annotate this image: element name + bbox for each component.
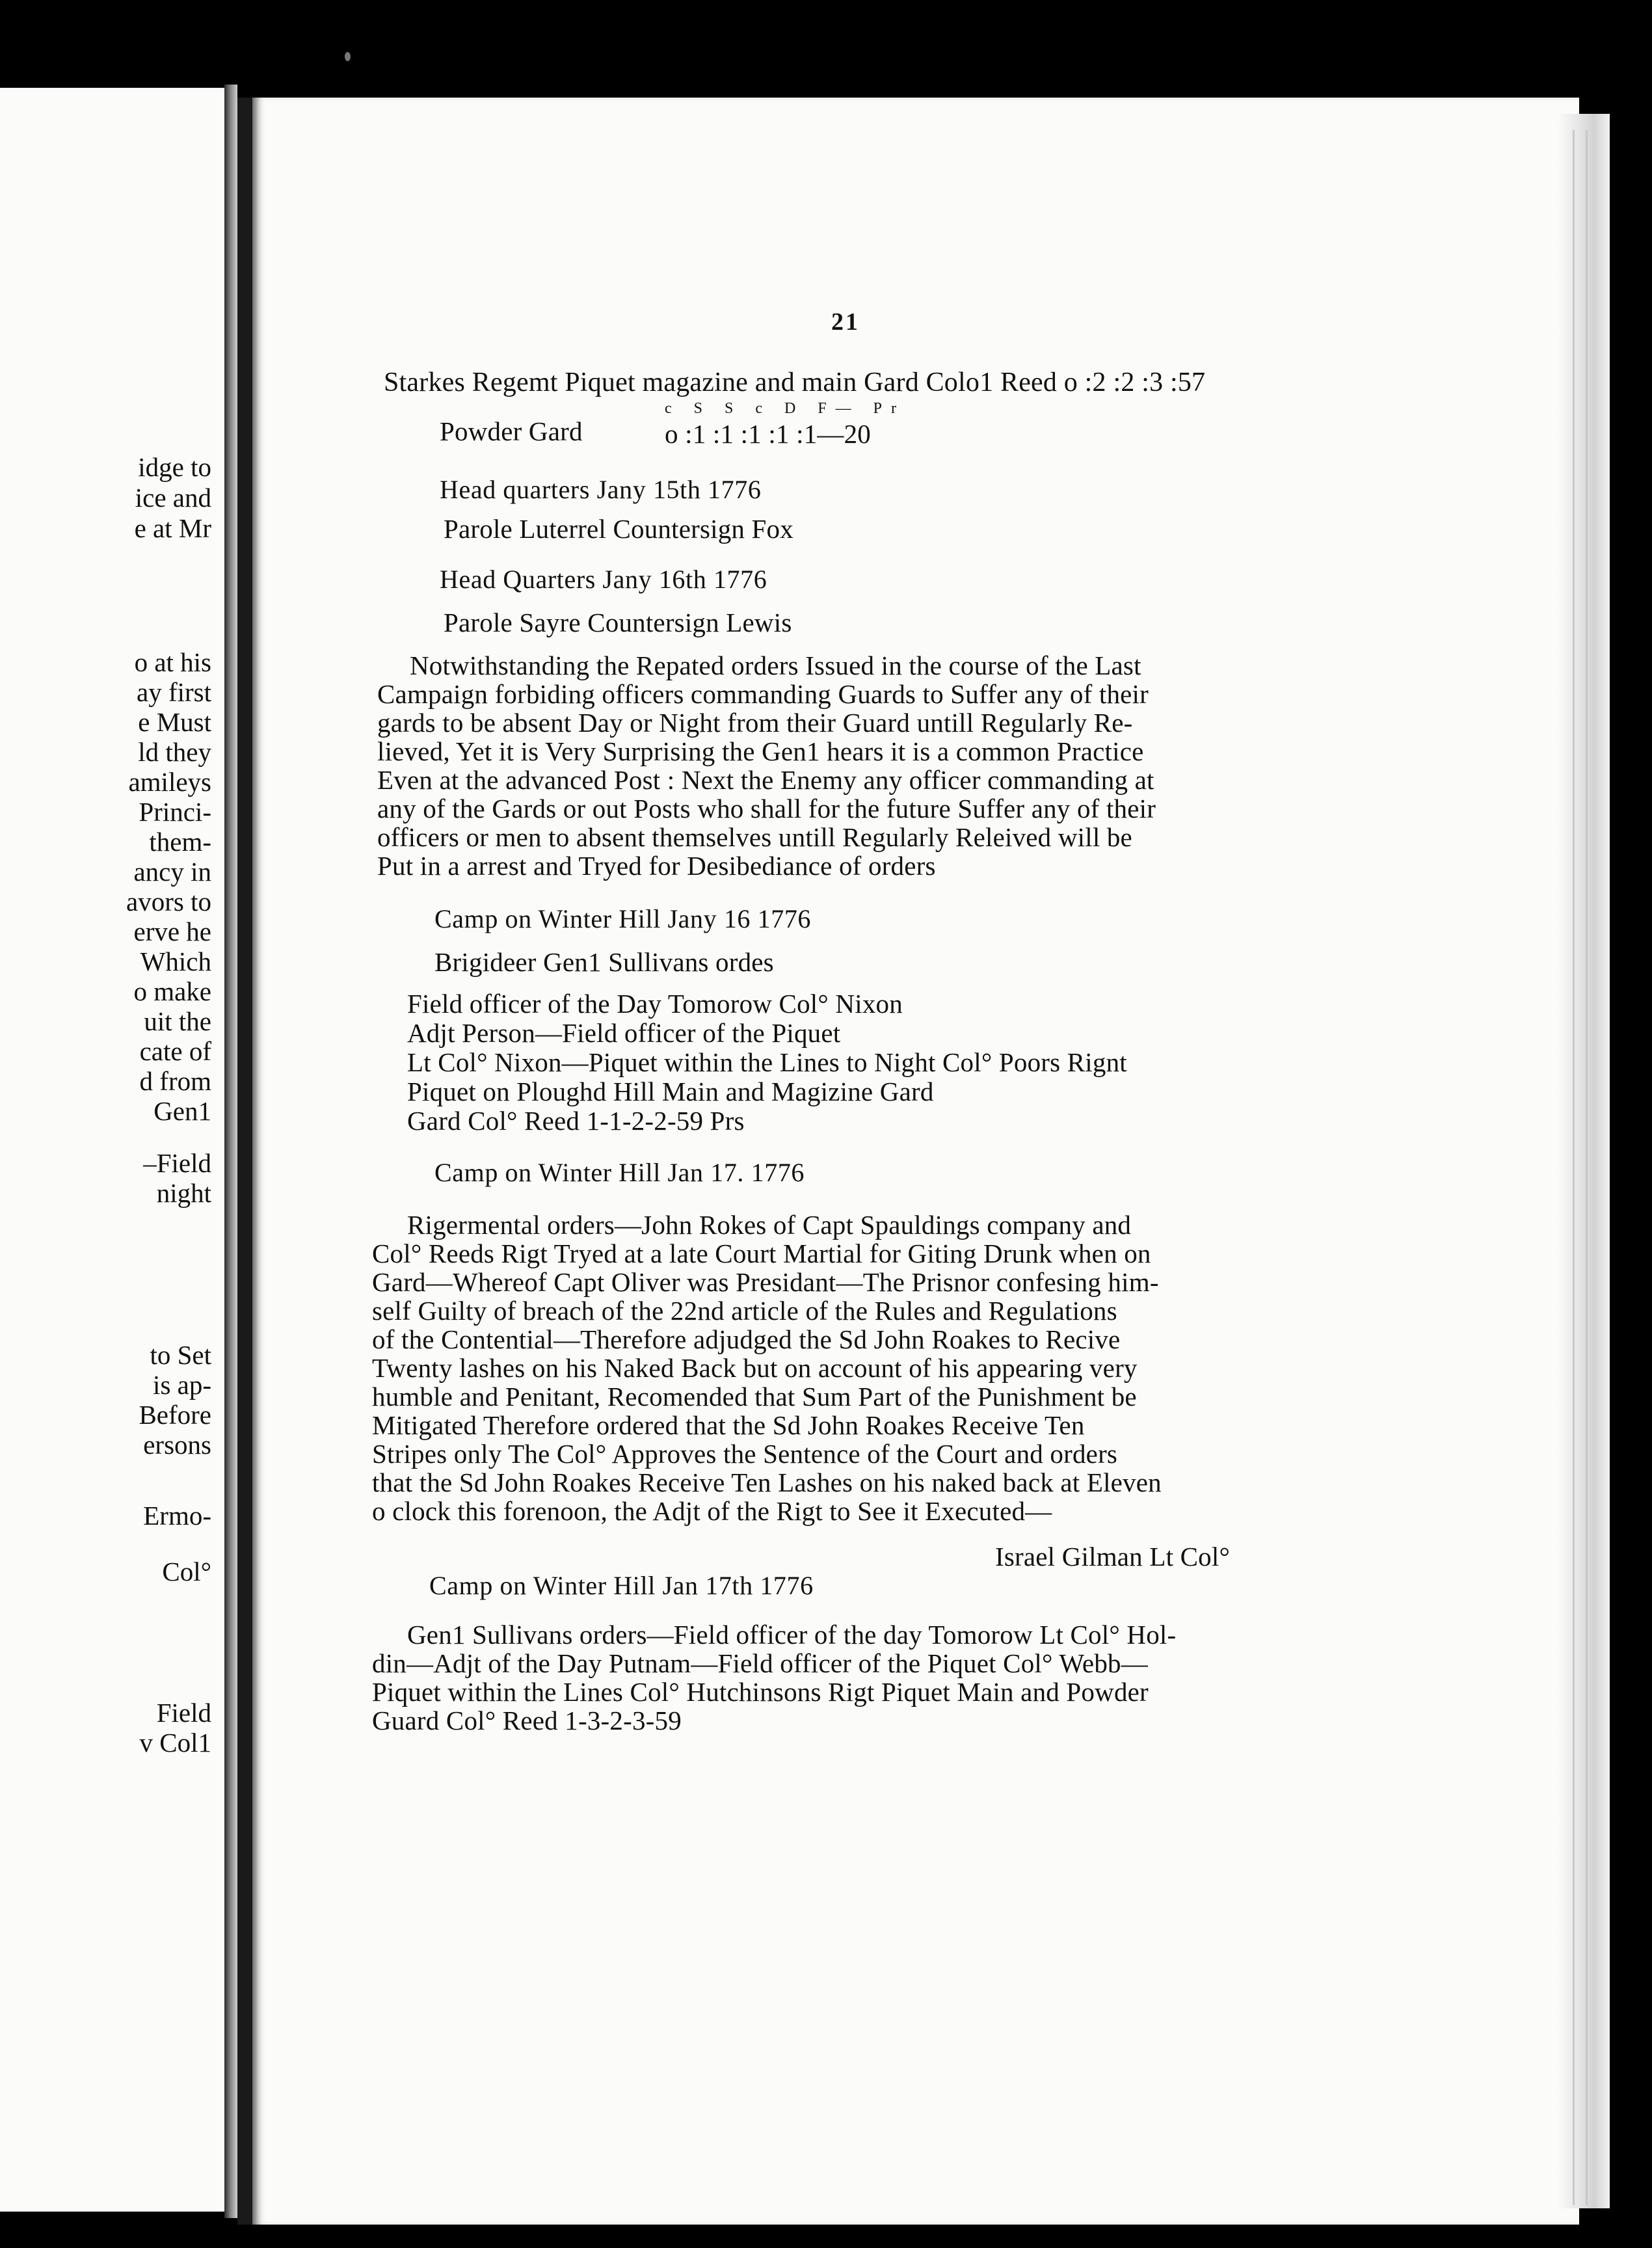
order-line: Piquet on Ploughd Hill Main and Magizine Gard [407, 1077, 934, 1106]
paragraph-line: humble and Penitant, Recomended that Sum Part of the Punishment be [372, 1382, 1137, 1412]
entry-subheading: Brigideer Gen1 Sullivans ordes [434, 947, 774, 977]
left-fragment: erve he [133, 917, 211, 946]
left-fragment: ld they [138, 737, 211, 767]
paragraph-line: officers or men to absent themselves untill Regularly Releived will be [377, 822, 1132, 852]
paragraph-line: Piquet within the Lines Col° Hutchinsons Rigt Piquet Main and Powder [372, 1677, 1149, 1707]
order-line: Gard Col° Reed 1-1-2-2-59 Prs [407, 1106, 745, 1136]
paragraph-line: Gard—Whereof Capt Oliver was Presidant—The Prisnor confesing him- [372, 1267, 1159, 1297]
entry-heading: Camp on Winter Hill Jany 16 1776 [434, 904, 812, 933]
paragraph-line: Guard Col° Reed 1-3-2-3-59 [372, 1706, 682, 1735]
speck [345, 52, 351, 61]
paragraph-line: Mitigated Therefore ordered that the Sd John Roakes Receive Ten [372, 1410, 1085, 1440]
paragraph-line: Campaign forbiding officers commanding Guards to Suffer any of their [377, 679, 1149, 709]
paragraph-line: that the Sd John Roakes Receive Ten Lashes on his naked back at Eleven [372, 1467, 1162, 1497]
page-number: 21 [831, 308, 860, 336]
left-fragment: Field [156, 1698, 211, 1728]
paragraph-line: o clock this forenoon, the Adjt of the Rigt to See it Executed— [372, 1496, 1052, 1526]
left-fragment: Which [140, 946, 211, 976]
paragraph-line: din—Adjt of the Day Putnam—Field officer of the Piquet Col° Webb— [372, 1648, 1148, 1678]
left-fragment: uit the [144, 1006, 211, 1036]
entry-heading: Head Quarters Jany 16th 1776 [440, 565, 767, 594]
left-fragment: ay first [137, 677, 211, 707]
left-fragment: cate of [139, 1036, 211, 1066]
paragraph-line: any of the Gards or out Posts who shall for the future Suffer any of their [377, 794, 1156, 823]
left-fragment: Ermo- [143, 1501, 211, 1531]
paragraph-line: Rigermental orders—John Rokes of Capt Spauldings company and [407, 1210, 1132, 1240]
left-fragment: d from [139, 1066, 211, 1096]
entry-heading: Camp on Winter Hill Jan 17th 1776 [429, 1571, 814, 1600]
left-fragment: ersons [143, 1430, 211, 1460]
left-fragment: them- [149, 827, 211, 857]
powder-gard-label: Powder Gard [440, 416, 583, 446]
main-gard-line: Starkes Regemt Piquet magazine and main Gard Colo1 Reed o :2 :2 :3 :57 [384, 368, 1206, 397]
paragraph-line: of the Contential—Therefore adjudged the Sd John Roakes to Recive [372, 1324, 1121, 1354]
left-fragment: is ap- [153, 1370, 211, 1400]
page-edge-shadow [1558, 114, 1610, 2208]
paragraph-line: Twenty lashes on his Naked Back but on account of his appearing very [372, 1353, 1138, 1383]
powder-gard-values: o :1 :1 :1 :1 :1—20 [665, 419, 872, 449]
left-page [0, 88, 224, 2212]
paragraph-line: self Guilty of breach of the 22nd article of the Rules and Regulations [372, 1296, 1117, 1326]
left-fragment: o at his [134, 647, 211, 677]
left-fragment: idge to [138, 452, 211, 482]
order-line: Adjt Person—Field officer of the Piquet [407, 1018, 841, 1048]
left-fragment: avors to [126, 887, 211, 917]
left-fragment: Princi- [139, 797, 211, 827]
paragraph-line: Notwithstanding the Repated orders Issued in the course of the Last [410, 650, 1141, 680]
left-fragment: Col° [162, 1557, 211, 1586]
entry-parole: Parole Luterrel Countersign Fox [444, 514, 793, 544]
left-fragment: Before [139, 1400, 211, 1430]
column-headers: c S S c D F— Pr [665, 400, 906, 417]
left-fragment: amileys [128, 767, 211, 797]
entry-parole: Parole Sayre Countersign Lewis [444, 608, 792, 637]
left-fragment: Gen1 [153, 1096, 211, 1126]
paragraph-line: Stripes only The Col° Approves the Sentence of the Court and orders [372, 1439, 1118, 1469]
entry-heading: Camp on Winter Hill Jan 17. 1776 [434, 1158, 805, 1187]
left-fragment: ancy in [133, 857, 211, 887]
left-fragment: ice and [135, 483, 211, 513]
page-edge-line [1573, 130, 1575, 2205]
paragraph-line: Even at the advanced Post : Next the Enemy any officer commanding at [377, 765, 1154, 795]
entry-heading: Head quarters Jany 15th 1776 [440, 475, 762, 504]
paragraph-line: Col° Reeds Rigt Tryed at a late Court Martial for Giting Drunk when on [372, 1238, 1151, 1268]
left-fragment: o make [133, 976, 211, 1006]
paragraph-line: gards to be absent Day or Night from their Guard untill Regularly Re- [377, 708, 1133, 738]
book-gutter [224, 85, 237, 2218]
paragraph-line: lieved, Yet it is Very Surprising the Gen1 hears it is a common Practice [377, 736, 1144, 766]
left-fragment: v Col1 [139, 1728, 211, 1758]
left-fragment: to Set [150, 1340, 211, 1370]
order-line: Field officer of the Day Tomorow Col° Nixon [407, 989, 903, 1019]
left-fragment: –Field [143, 1148, 211, 1178]
left-fragment: e Must [138, 707, 211, 737]
signature: Israel Gilman Lt Col° [995, 1542, 1231, 1572]
page-edge-line [1586, 130, 1588, 2205]
left-fragment: night [156, 1178, 211, 1208]
paragraph-line: Put in a arrest and Tryed for Desibediance of orders [377, 851, 936, 881]
order-line: Lt Col° Nixon—Piquet within the Lines to Night Col° Poors Rignt [407, 1047, 1127, 1077]
left-fragment: e at Mr [134, 513, 211, 543]
paragraph-line: Gen1 Sullivans orders—Field officer of the day Tomorow Lt Col° Hol- [407, 1620, 1177, 1650]
